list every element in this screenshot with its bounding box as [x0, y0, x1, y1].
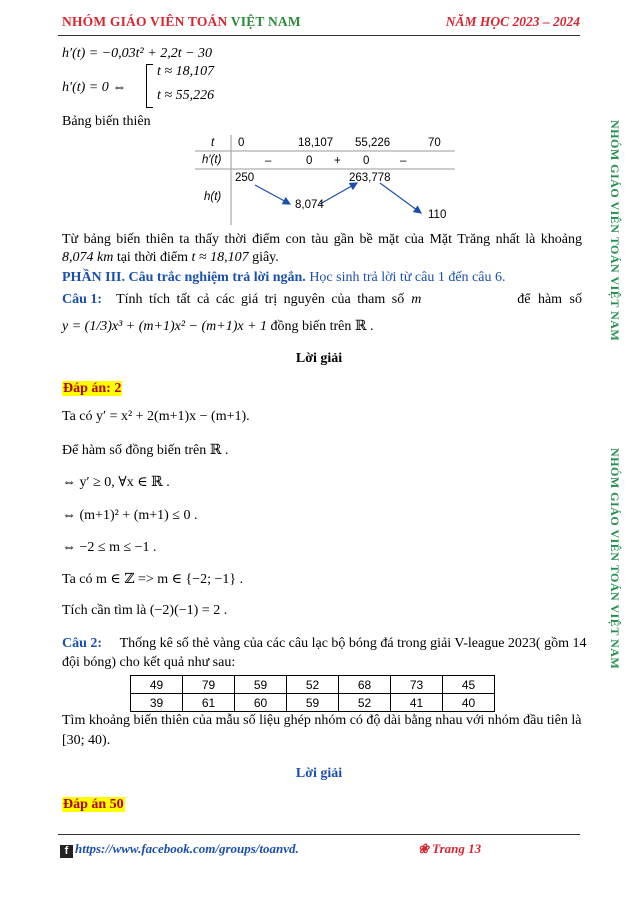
table-cell: 49: [131, 676, 183, 694]
footer-page-number: ❀ Trang 13: [418, 841, 482, 856]
table-cell: 68: [339, 676, 391, 694]
q2-answer: Đáp án 50: [63, 797, 124, 812]
table-cell: 45: [443, 676, 495, 694]
h-row-label: h(t): [204, 191, 222, 203]
h-value: 250: [235, 172, 255, 184]
increase-arrow: [320, 183, 357, 204]
q1-step: ⇔ y′ ≥ 0, ∀x ∈ ℝ .: [62, 475, 170, 490]
t-value: 70: [428, 137, 441, 149]
table-cell: 41: [391, 694, 443, 712]
table-cell: 59: [235, 676, 287, 694]
h-value: 263,778: [349, 172, 391, 184]
sign: 0: [363, 155, 370, 167]
t-value: 0: [238, 137, 245, 149]
table-cell: 59: [287, 694, 339, 712]
table-cell: 60: [235, 694, 287, 712]
table-cell: 52: [287, 676, 339, 694]
t-value: 18,107: [298, 137, 334, 149]
derivative-zero-lhs: h′(t) = 0 ⇔: [62, 80, 127, 95]
q1-step: Tích cần tìm là (−2)(−1) = 2 .: [62, 603, 228, 618]
q1-step: Để hàm số đồng biến trên ℝ .: [62, 443, 229, 458]
q2-text-1: Câu 2: Thống kê số thẻ vàng của các câu lạc bộ bóng đá trong giải V-league 2023( gồm 14: [62, 636, 587, 651]
q2-text-3: Tìm khoảng biến thiên của mẫu số liệu ghép nhóm có độ dài bằng nhau với nhóm đầu tiên là: [62, 713, 582, 728]
root-1: t ≈ 18,107: [157, 64, 215, 79]
h-value: 8,074: [295, 199, 324, 211]
q1-answer: Đáp án: 2: [63, 381, 122, 396]
h-value: 110: [428, 209, 447, 221]
footer-link[interactable]: f https://www.facebook.com/groups/toanvd.: [60, 841, 299, 858]
decrease-arrow-1: [255, 185, 290, 204]
part3-heading: PHẦN III. Câu trắc nghiệm trả lời ngắn. Học sinh trả lời từ câu 1 đến câu 6.: [62, 270, 506, 285]
q2-solution-title: Lời giải: [295, 766, 343, 781]
q2-interval: [30; 40).: [62, 733, 111, 748]
variation-table: [195, 135, 455, 225]
conclusion-line-1: Từ bảng biến thiên ta thấy thời điểm con tàu gần bề mặt của Mặt Trăng nhất là khoảng: [62, 232, 582, 247]
side-label-bottom: NHÓM GIÁO VIÊN TOÁN VIỆT NAM: [608, 448, 622, 670]
q1-text: Câu 1: Tính tích tất cả các giá trị nguyên của tham số m để hàm số: [62, 292, 582, 307]
decrease-arrow-2: [380, 183, 421, 213]
sign: +: [334, 155, 341, 167]
conclusion-line-2: 8,074 km tại thời điểm t ≈ 18,107 giây.: [62, 250, 279, 265]
header-school-year: NĂM HỌC 2023 – 2024: [445, 14, 580, 29]
table-row: [131, 676, 495, 694]
footer-divider: [58, 834, 580, 835]
table-cell: 52: [339, 694, 391, 712]
hp-row-label: h′(t): [202, 154, 222, 166]
facebook-icon: f: [60, 845, 73, 858]
q1-step: Ta có m ∈ ℤ => m ∈ {−2; −1} .: [62, 572, 244, 587]
q1-step: ⇔ −2 ≤ m ≤ −1 .: [62, 540, 157, 555]
table-cell: 73: [391, 676, 443, 694]
q1-solution-title: Lời giải: [295, 351, 343, 366]
bracket: [146, 64, 153, 108]
table-caption: Bảng biến thiên: [62, 114, 151, 129]
q2-text-2: đội bóng) cho kết quả như sau:: [62, 655, 236, 670]
table-cell: 79: [183, 676, 235, 694]
side-label-top: NHÓM GIÁO VIÊN TOÁN VIỆT NAM: [608, 120, 622, 342]
table-cell: 39: [131, 694, 183, 712]
flower-icon: ❀: [418, 841, 429, 856]
sign: –: [265, 155, 272, 167]
q1-formula: y = (1/3)x³ + (m+1)x² − (m+1)x + 1 đồng biến trên ℝ .: [62, 319, 374, 334]
header-group-name: NHÓM GIÁO VIÊN TOÁN VIỆT NAM: [62, 14, 301, 29]
table-row: [131, 694, 495, 712]
derivative-equation: h′(t) = −0,03t² + 2,2t − 30: [62, 46, 213, 61]
t-row-label: t: [211, 137, 215, 149]
sign: 0: [306, 155, 313, 167]
q1-step: ⇔ (m+1)² + (m+1) ≤ 0 .: [62, 508, 198, 523]
q1-step: Ta có y′ = x² + 2(m+1)x − (m+1).: [62, 409, 250, 424]
root-2: t ≈ 55,226: [157, 88, 215, 103]
yellow-card-table: [130, 675, 495, 712]
sign: –: [400, 155, 407, 167]
table-cell: 40: [443, 694, 495, 712]
table-cell: 61: [183, 694, 235, 712]
t-value: 55,226: [355, 137, 391, 149]
header-divider: [58, 35, 580, 36]
